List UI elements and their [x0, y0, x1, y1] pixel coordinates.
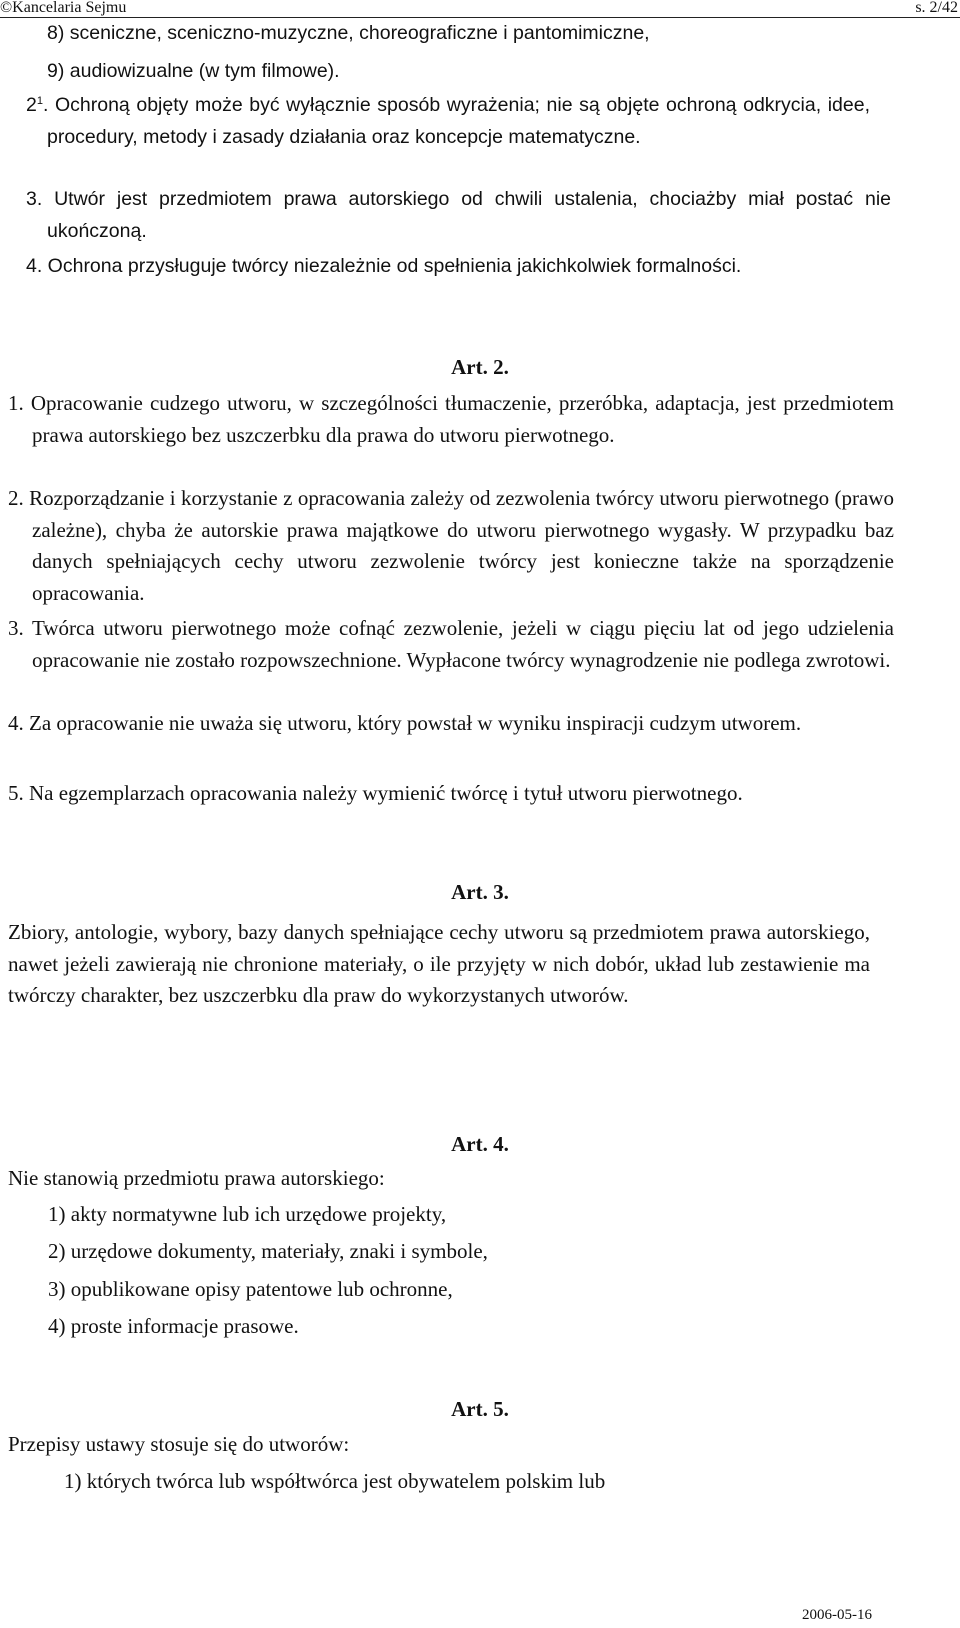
art3-heading: Art. 3. — [451, 880, 509, 904]
art1-p2-number: 2 — [26, 94, 37, 116]
art4-heading: Art. 4. — [451, 1132, 509, 1156]
art2-heading: Art. 2. — [451, 355, 509, 379]
art1-paragraph-3: 3. Utwór jest przedmiotem prawa autorskiego od chwili ustalenia, chociażby miał postać nie ukończoną. — [26, 188, 891, 242]
art5-list-item: 1) których twórca lub współtwórca jest obywatelem polskim lub — [64, 1469, 606, 1493]
art1-list-item: 9) audiowizualne (w tym filmowe). — [47, 60, 340, 82]
art2-paragraph-1: 1. Opracowanie cudzego utworu, w szczególności tłumaczenie, przeróbka, adaptacja, jest przedmiotem prawa autorskiego bez uszczerbku dla prawa do utworu pierwotnego. — [8, 391, 894, 447]
art4-list-item: 4) proste informacje prasowe. — [48, 1314, 299, 1338]
art1-p2-text: . Ochroną objęty może być wyłącznie sposób wyrażenia; nie są objęte ochroną odkrycia, idee, procedury, metody i zasady działania oraz koncepcje matematyczne. — [42, 94, 870, 148]
header-divider — [0, 17, 960, 18]
header-copyright: ©Kancelaria Sejmu — [0, 0, 127, 16]
art3-paragraph: Zbiory, antologie, wybory, bazy danych spełniające cechy utworu są przedmiotem prawa autorskiego, nawet jeżeli zawierają nie chronione materiały, o ile przyjęty w nich dobór, układ lub zestawienie ma twórczy charakter, bez uszczerbku dla praw do wykorzystanych utworów. — [8, 920, 870, 1007]
header-page-number: s. 2/42 — [915, 0, 958, 16]
art4-list-item: 3) opublikowane opisy patentowe lub ochronne, — [48, 1277, 453, 1301]
art2-paragraph-4: 4. Za opracowanie nie uważa się utworu, który powstał w wyniku inspiracji cudzym utworem. — [8, 711, 802, 735]
art1-paragraph-2 — [26, 90, 870, 153]
art2-paragraph-5: 5. Na egzemplarzach opracowania należy wymienić twórcę i tytuł utworu pierwotnego. — [8, 781, 743, 805]
art1-paragraph-4: 4. Ochrona przysługuje twórcy niezależnie od spełnienia jakichkolwiek formalności. — [26, 255, 742, 277]
art1-list-item: 8) sceniczne, sceniczno-muzyczne, choreograficzne i pantomimiczne, — [47, 22, 650, 44]
art5-heading: Art. 5. — [451, 1397, 509, 1421]
art4-list-item: 2) urzędowe dokumenty, materiały, znaki i symbole, — [48, 1239, 488, 1263]
art1-p2-superscript: 1 — [36, 95, 43, 107]
art5-intro: Przepisy ustawy stosuje się do utworów: — [8, 1432, 350, 1456]
art2-paragraph-3: 3. Twórca utworu pierwotnego może cofnąć zezwolenie, jeżeli w ciągu pięciu lat od jego udzielenia opracowanie nie zostało rozpowszechnione. Wypłacone twórcy wynagrodzenie nie podlega zwrotowi. — [8, 616, 894, 672]
art2-paragraph-2: 2. Rozporządzanie i korzystanie z opracowania zależy od zezwolenia twórcy utworu pierwotnego (prawo zależne), chyba że autorskie prawa majątkowe do utworu pierwotnego wygasły. W przypadku baz danych spełniających cechy utworu zezwolenie twórcy jest konieczne także na sporządzenie opracowania. — [8, 486, 894, 605]
art4-list-item: 1) akty normatywne lub ich urzędowe projekty, — [48, 1202, 447, 1226]
art4-intro: Nie stanowią przedmiotu prawa autorskiego: — [8, 1166, 385, 1190]
footer-date: 2006-05-16 — [802, 1607, 872, 1623]
